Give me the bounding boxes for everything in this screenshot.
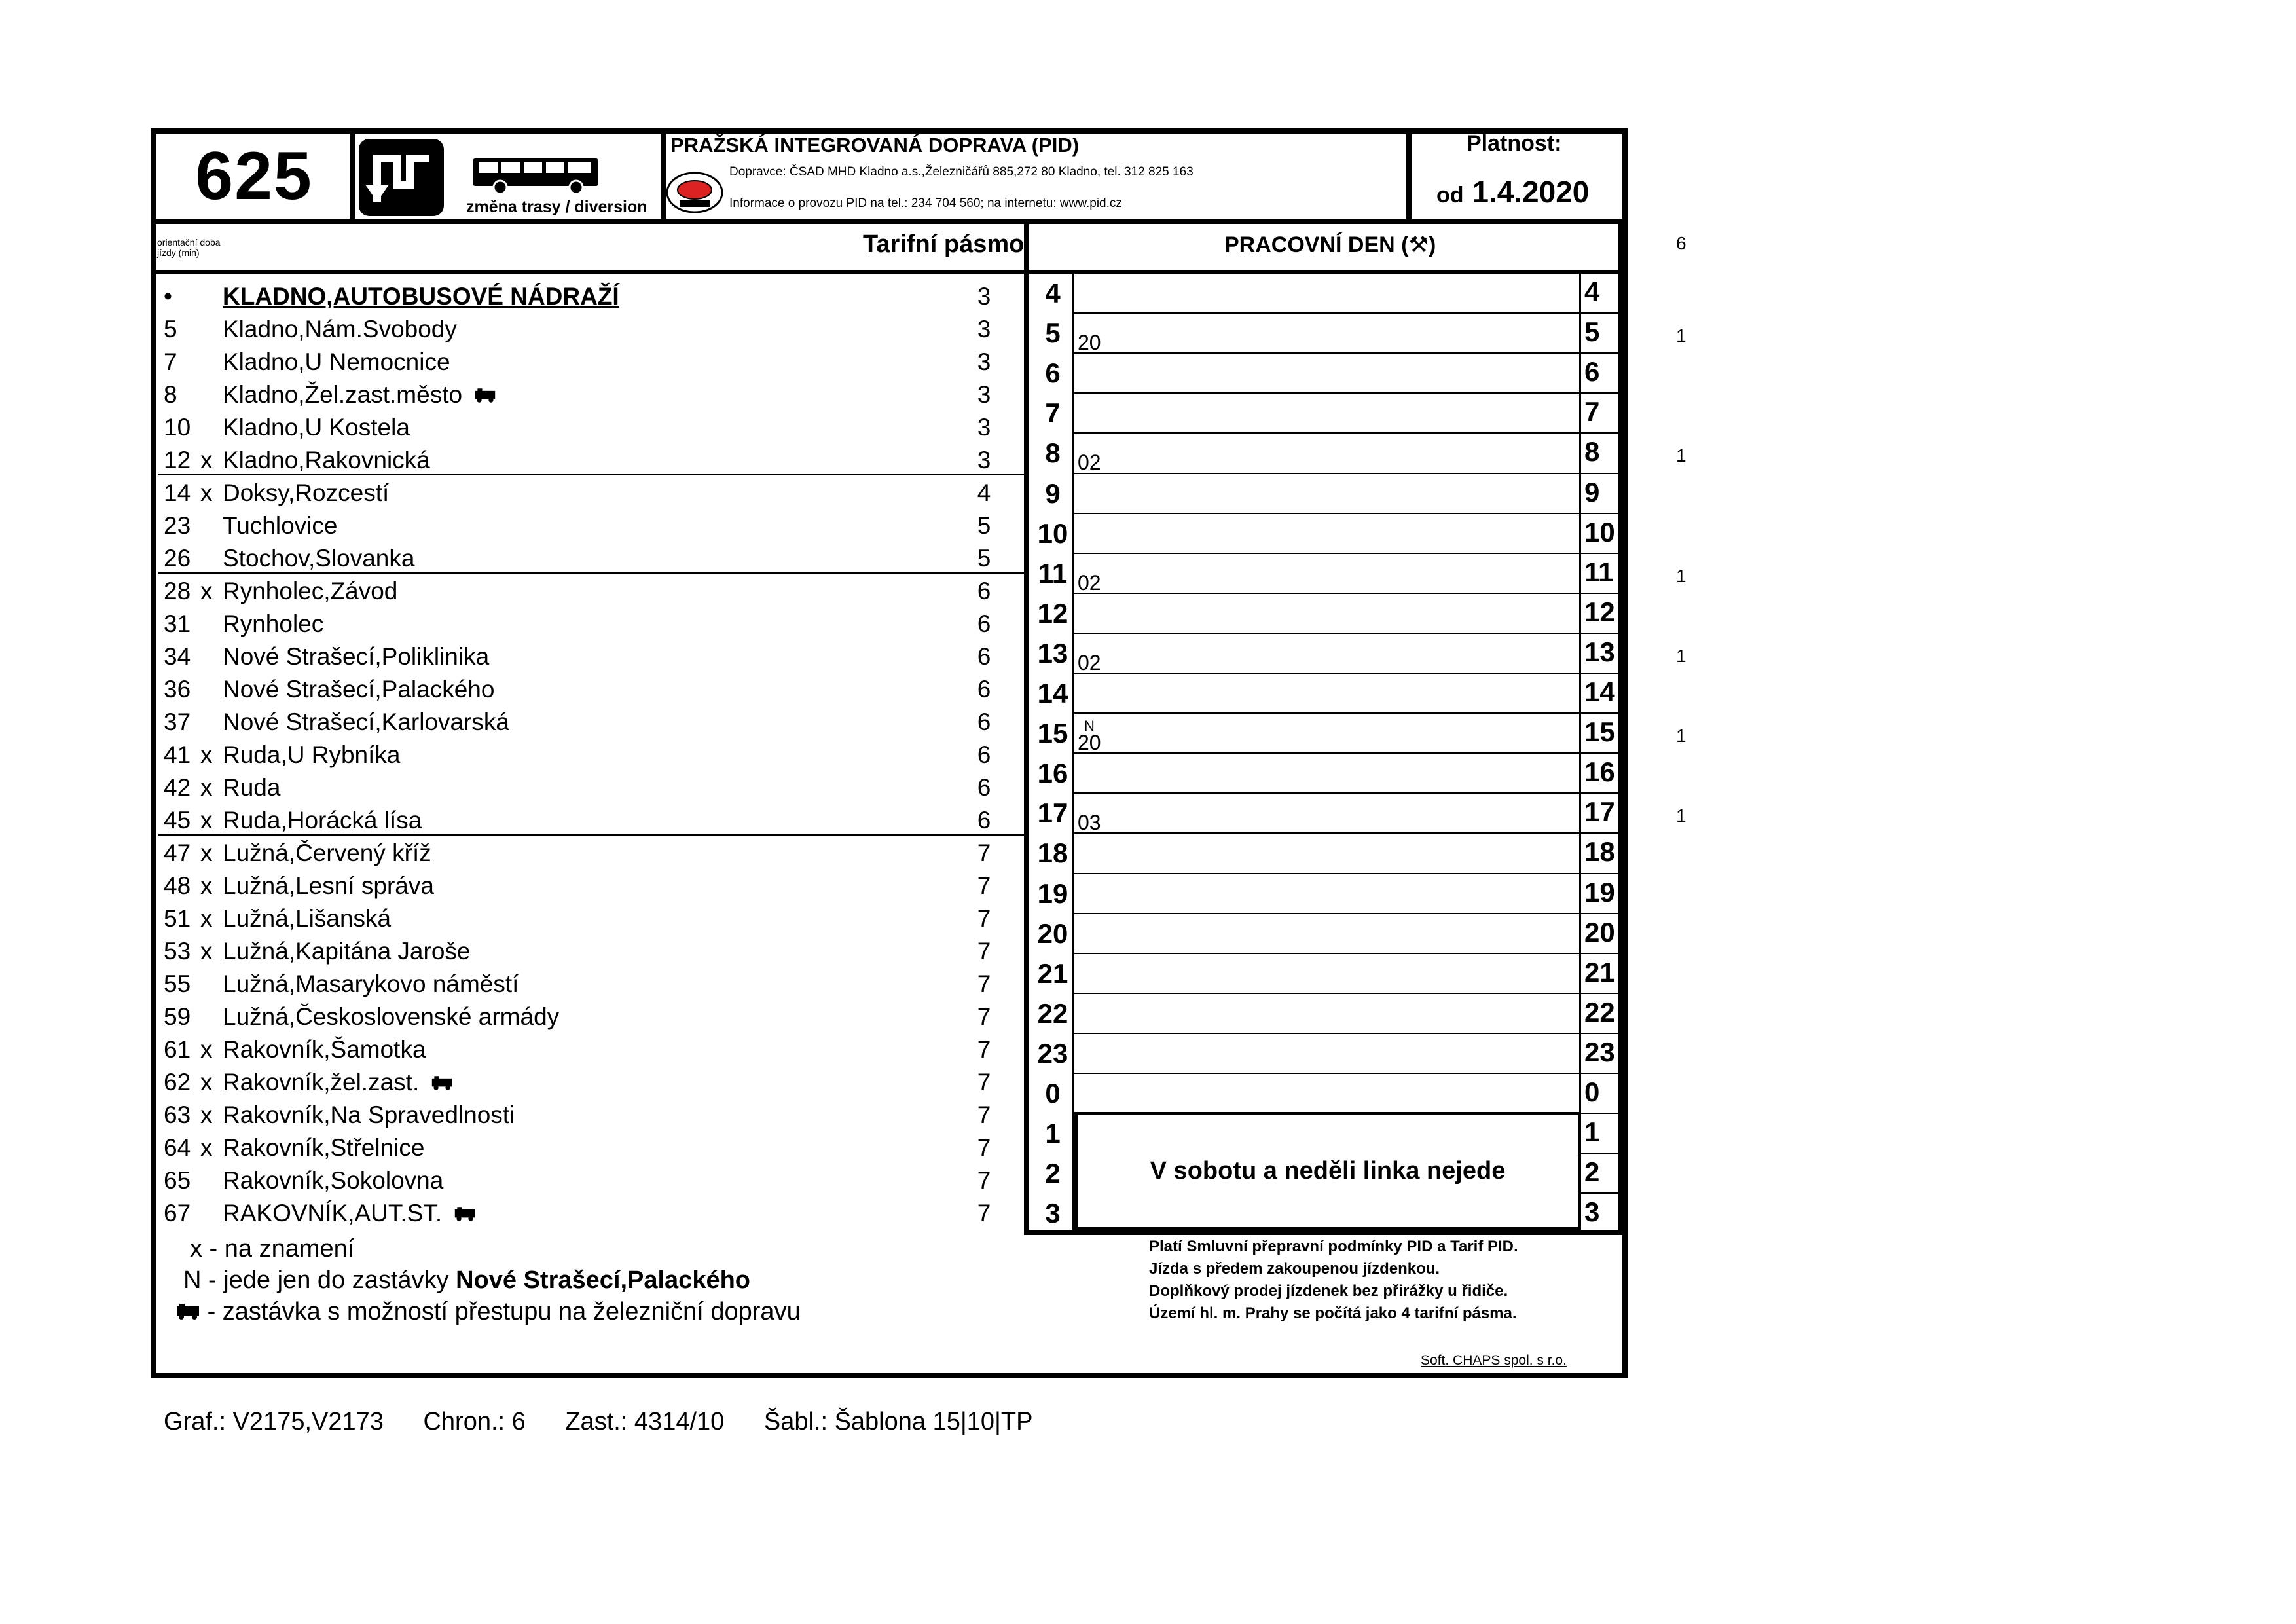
departure-minute: 02 — [1078, 451, 1101, 475]
footer-sabl: Šabl.: Šablona 15|10|TP — [763, 1408, 1033, 1435]
validity-date — [1436, 174, 1589, 210]
stop-travel-time: 14 — [164, 479, 191, 506]
departure-minute: 20 — [1078, 331, 1101, 355]
departure-note: N — [1084, 718, 1095, 735]
stop-request-flag: x — [200, 741, 213, 768]
legend-n-stop: Nové Strašecí,Palackého — [456, 1266, 751, 1294]
hour-label-right: 2 — [1584, 1156, 1600, 1188]
hour-label-right: 13 — [1584, 636, 1615, 667]
stop-name: Ruda,U Rybníka — [223, 741, 401, 768]
stop-travel-time: 61 — [164, 1036, 191, 1063]
hour-row-line — [1581, 873, 1620, 874]
hour-row-line — [1074, 432, 1579, 434]
stop-name: Kladno,U Kostela — [223, 414, 410, 441]
stop-zone: 5 — [977, 545, 991, 572]
stop-travel-time: 12 — [164, 447, 191, 473]
hour-row-line — [1074, 913, 1579, 914]
hour-row-line — [1074, 1033, 1579, 1034]
hour-label-right: 16 — [1584, 756, 1615, 788]
stop-request-flag: x — [200, 1101, 213, 1128]
hour-label-right: 23 — [1584, 1036, 1615, 1067]
hour-row-line — [1074, 832, 1579, 834]
stop-row — [158, 444, 1029, 477]
stop-zone: 7 — [977, 1200, 991, 1227]
hour-label-left: 12 — [1037, 597, 1068, 629]
stop-name: Lužná,Masarykovo náměstí — [223, 970, 519, 997]
hour-row-line — [1074, 633, 1579, 634]
hour-label-left: 2 — [1045, 1158, 1061, 1189]
hour-label-right: 15 — [1584, 716, 1615, 748]
stop-zone: 3 — [977, 381, 991, 408]
stop-row — [158, 1164, 1029, 1197]
stop-name: Kladno,Žel.zast.město — [223, 378, 496, 411]
hour-row-line — [1581, 792, 1620, 794]
stop-travel-time: 7 — [164, 348, 177, 375]
stop-name: Rakovník,Sokolovna — [223, 1167, 444, 1194]
hour-row-line — [1581, 953, 1620, 954]
stop-travel-time: 59 — [164, 1003, 191, 1030]
hour-row-line — [1581, 1113, 1620, 1114]
footer-zast: Zast.: 4314/10 — [565, 1408, 725, 1435]
stop-request-flag: x — [200, 807, 213, 834]
hour-label-right: 17 — [1584, 796, 1615, 828]
stop-zone: 6 — [977, 709, 991, 735]
hour-row-line — [1074, 392, 1579, 394]
departure-minute: 03 — [1078, 811, 1101, 835]
header-sep-1 — [350, 128, 355, 221]
hour-label-left: 22 — [1037, 997, 1068, 1029]
hour-label-left: 23 — [1037, 1037, 1068, 1069]
stop-zone: 7 — [977, 1167, 991, 1194]
hour-label-left: 7 — [1045, 397, 1061, 429]
stop-travel-time: 41 — [164, 741, 191, 768]
train-icon — [474, 381, 496, 408]
stop-name: RAKOVNÍK,AUT.ST. — [223, 1197, 476, 1230]
hour-row-line — [1581, 712, 1620, 714]
stop-name: Ruda — [223, 774, 281, 801]
hour-label-left: 19 — [1037, 877, 1068, 909]
legend-train-text: - zastávka s možností přestupu na železniční dopravu — [207, 1298, 801, 1325]
hour-label-left: 9 — [1045, 477, 1061, 509]
stop-name: Rakovník,žel.zast. — [223, 1066, 453, 1099]
hour-label-right: 11 — [1584, 556, 1614, 587]
stop-name: Rynholec — [223, 610, 324, 637]
hour-row-line — [1581, 553, 1620, 554]
hour-label-right: 12 — [1584, 596, 1615, 627]
hour-label-left: 0 — [1045, 1078, 1061, 1109]
condition-note: Jízda s předem zakoupenou jízdenkou. — [1149, 1260, 1440, 1278]
stop-row — [158, 411, 1029, 444]
stop-name: Rakovník,Střelnice — [223, 1134, 425, 1161]
hour-row-line — [1581, 1153, 1620, 1154]
hour-label-right: 1 — [1584, 1116, 1600, 1148]
margin-count: 1 — [1676, 325, 1686, 346]
hour-label-left: 17 — [1037, 798, 1068, 829]
stop-travel-time: 37 — [164, 709, 191, 735]
hour-row-line — [1581, 993, 1620, 994]
hour-label-left: 21 — [1037, 957, 1068, 989]
stop-name: Lužná,Československé armády — [223, 1003, 560, 1030]
hour-label-left: 10 — [1037, 517, 1068, 549]
validity-label: Platnost: — [1467, 131, 1562, 156]
hour-label-right: 14 — [1584, 676, 1615, 707]
margin-count: 1 — [1676, 645, 1686, 666]
stop-row — [158, 378, 1029, 411]
diversion-icon — [359, 139, 444, 216]
hour-label-left: 6 — [1045, 358, 1061, 389]
csad-logo — [665, 169, 724, 216]
departure-minute: 02 — [1078, 650, 1101, 674]
legend-n — [183, 1266, 750, 1295]
stop-zone: 3 — [977, 316, 991, 342]
stop-row — [158, 1033, 1029, 1066]
hour-label-left: 15 — [1037, 718, 1068, 749]
stop-request-flag: x — [200, 578, 213, 604]
stop-travel-time: 48 — [164, 872, 191, 899]
stop-name: Lužná,Kapitána Jaroše — [223, 938, 471, 965]
hour-row-line — [1581, 1232, 1620, 1234]
stop-row — [158, 313, 1029, 346]
stop-travel-time: 23 — [164, 512, 191, 539]
stop-name: Nové Strašecí,Karlovarská — [223, 709, 510, 735]
hour-row-line — [1074, 712, 1579, 714]
stop-travel-time: 63 — [164, 1101, 191, 1128]
hour-row-line — [1074, 593, 1579, 594]
hour-row-line — [1581, 432, 1620, 434]
stop-row — [158, 870, 1029, 902]
hour-label-right: 10 — [1584, 516, 1615, 547]
stop-name: Kladno,Rakovnická — [223, 447, 430, 473]
hour-row-line — [1074, 553, 1579, 554]
stop-travel-time: 10 — [164, 414, 191, 441]
stop-row — [158, 771, 1029, 804]
stop-travel-time: 28 — [164, 578, 191, 604]
stop-row — [158, 477, 1029, 509]
stop-zone: 6 — [977, 643, 991, 670]
hour-row-line — [1074, 873, 1579, 874]
stop-zone: 7 — [977, 1069, 991, 1096]
stop-travel-time: 42 — [164, 774, 191, 801]
stop-zone: 6 — [977, 774, 991, 801]
hour-label-right: 0 — [1584, 1077, 1600, 1107]
hour-label-left: 1 — [1045, 1118, 1061, 1149]
stop-travel-time: 26 — [164, 545, 191, 572]
stop-zone: 6 — [977, 807, 991, 834]
hour-row-line — [1581, 673, 1620, 674]
train-icon — [175, 1298, 200, 1325]
hour-label-left: 3 — [1045, 1198, 1061, 1229]
carrier-info: Dopravce: ČSAD MHD Kladno a.s.,Železničářů 885,272 80 Kladno, tel. 312 825 163 — [729, 165, 1194, 179]
stop-zone: 6 — [977, 741, 991, 768]
stop-row — [158, 1001, 1029, 1033]
stop-row — [158, 935, 1029, 968]
stop-row — [158, 706, 1029, 739]
stop-row — [158, 739, 1029, 771]
hour-row-line — [1074, 953, 1579, 954]
stop-zone: 7 — [977, 938, 991, 965]
hour-label-right: 19 — [1584, 876, 1615, 908]
stop-zone: 3 — [977, 414, 991, 441]
stop-name: Rakovník,Šamotka — [223, 1036, 426, 1063]
hour-label-left: 20 — [1037, 917, 1068, 949]
column-header-divider — [151, 270, 1628, 274]
hour-label-left: 16 — [1037, 758, 1068, 789]
hour-label-right: 22 — [1584, 996, 1615, 1027]
stop-zone: 4 — [977, 479, 991, 506]
condition-note: Území hl. m. Prahy se počítá jako 4 tarifní pásma. — [1149, 1304, 1517, 1322]
hour-label-right: 6 — [1584, 356, 1600, 388]
departure-minute: 02 — [1078, 570, 1101, 595]
stop-request-flag: x — [200, 905, 213, 932]
stop-travel-time: 36 — [164, 676, 191, 703]
hour-label-left: 13 — [1037, 637, 1068, 669]
pid-title: PRAŽSKÁ INTEGROVANÁ DOPRAVA (PID) — [670, 134, 1080, 157]
weekend-note: V sobotu a neděli linka nejede — [1074, 1112, 1581, 1230]
stop-row — [158, 902, 1029, 935]
hour-row-line — [1074, 993, 1579, 994]
diversion-label: změna trasy / diversion — [466, 198, 647, 216]
condition-note: Doplňkový prodej jízdenek bez přirážky u řidiče. — [1149, 1282, 1508, 1300]
hour-label-right: 4 — [1584, 276, 1600, 307]
hour-label-left: 5 — [1045, 318, 1061, 349]
hour-label-right: 8 — [1584, 436, 1600, 468]
hour-label-left: 8 — [1045, 437, 1061, 469]
stop-travel-time: 53 — [164, 938, 191, 965]
hour-row-line — [1581, 312, 1620, 314]
stop-request-flag: x — [200, 872, 213, 899]
stop-row — [158, 280, 1029, 313]
stop-name: Nové Strašecí,Poliklinika — [223, 643, 490, 670]
stop-zone: 6 — [977, 578, 991, 604]
stop-travel-time: 47 — [164, 840, 191, 866]
hour-row-line — [1074, 352, 1579, 354]
stop-name: Lužná,Lišanská — [223, 905, 392, 932]
stop-zone: 7 — [977, 1101, 991, 1128]
validity-prefix: od — [1436, 183, 1464, 208]
stop-row — [158, 837, 1029, 870]
zone-divider — [158, 834, 1024, 836]
stop-zone: 3 — [977, 447, 991, 473]
hour-label-left: 14 — [1037, 678, 1068, 709]
stop-request-flag: x — [200, 774, 213, 801]
stop-name: Lužná,Červený kříž — [223, 840, 431, 866]
stop-travel-time: 5 — [164, 316, 177, 342]
hour-row-line — [1074, 473, 1579, 474]
hour-row-line — [1581, 832, 1620, 834]
stop-request-flag: x — [200, 938, 213, 965]
hour-row-line — [1074, 673, 1579, 674]
legend-request-stop: x - na znamení — [190, 1235, 355, 1263]
stop-name: Lužná,Lesní správa — [223, 872, 434, 899]
hour-row-line — [1581, 1033, 1620, 1034]
footer — [164, 1408, 1065, 1436]
stop-zone: 7 — [977, 905, 991, 932]
stop-zone: 3 — [977, 348, 991, 375]
stop-travel-time: 65 — [164, 1167, 191, 1194]
stop-zone: 7 — [977, 1036, 991, 1063]
hour-label-right: 7 — [1584, 396, 1600, 428]
stop-name: Ruda,Horácká lísa — [223, 807, 422, 834]
stop-travel-time: 55 — [164, 970, 191, 997]
stop-travel-time: • — [164, 283, 172, 310]
stop-zone: 7 — [977, 1003, 991, 1030]
hour-row-line — [1581, 752, 1620, 754]
margin-count: 1 — [1676, 805, 1686, 826]
day-label: PRACOVNÍ DEN (⚒) — [1224, 232, 1436, 257]
stop-row — [158, 804, 1029, 837]
stop-travel-time: 67 — [164, 1200, 191, 1227]
hour-row-line — [1581, 473, 1620, 474]
hour-label-right: 5 — [1584, 316, 1600, 348]
margin-count: 6 — [1676, 233, 1686, 253]
stop-row — [158, 673, 1029, 706]
stop-name: Kladno,Nám.Svobody — [223, 316, 457, 342]
hour-row-line — [1581, 633, 1620, 634]
stop-travel-time: 34 — [164, 643, 191, 670]
train-icon — [431, 1069, 453, 1096]
stop-row — [158, 1197, 1029, 1230]
pid-info: Informace o provozu PID na tel.: 234 704 560; na internetu: www.pid.cz — [729, 196, 1122, 210]
stop-name: Doksy,Rozcestí — [223, 479, 390, 506]
stop-name: Stochov,Slovanka — [223, 545, 415, 572]
hour-row-line — [1581, 1192, 1620, 1194]
grid-hour-col-right — [1579, 274, 1581, 1113]
header-sep-3 — [1406, 128, 1412, 221]
travel-time-label: orientační doba jízdy (min) — [157, 237, 221, 258]
hour-row-line — [1074, 752, 1579, 754]
stop-name: Rynholec,Závod — [223, 578, 398, 604]
hour-row-line — [1074, 792, 1579, 794]
hour-label-right: 9 — [1584, 476, 1600, 507]
stop-zone: 6 — [977, 610, 991, 637]
stop-row — [158, 968, 1029, 1001]
stop-zone: 3 — [977, 283, 991, 310]
margin-count: 1 — [1676, 445, 1686, 466]
hour-row-line — [1074, 513, 1579, 514]
condition-note: Platí Smluvní přepravní podmínky PID a Tarif PID. — [1149, 1238, 1518, 1255]
stop-row — [158, 542, 1029, 575]
stop-row — [158, 509, 1029, 542]
footer-graf: Graf.: V2175,V2173 — [164, 1408, 384, 1435]
stop-travel-time: 64 — [164, 1134, 191, 1161]
stop-name: KLADNO,AUTOBUSOVÉ NÁDRAŽÍ — [223, 283, 619, 310]
train-icon — [454, 1200, 476, 1227]
margin-count: 1 — [1676, 565, 1686, 586]
stop-zone: 6 — [977, 676, 991, 703]
stop-zone: 7 — [977, 840, 991, 866]
bus-icon — [471, 155, 602, 196]
stop-name: Tuchlovice — [223, 512, 338, 539]
stop-zone: 5 — [977, 512, 991, 539]
hour-row-line — [1581, 1073, 1620, 1074]
hour-row-line — [1581, 392, 1620, 394]
stop-zone: 7 — [977, 872, 991, 899]
zone-label: Tarifní pásmo — [863, 231, 1025, 258]
stop-travel-time: 31 — [164, 610, 191, 637]
stop-row — [158, 608, 1029, 640]
hour-label-right: 20 — [1584, 916, 1615, 948]
hour-label-left: 18 — [1037, 838, 1068, 869]
hour-row-line — [1074, 1073, 1579, 1074]
margin-count: 1 — [1676, 726, 1686, 747]
hour-row-line — [1581, 513, 1620, 514]
hour-row-line — [1581, 913, 1620, 914]
stop-name: Rakovník,Na Spravedlnosti — [223, 1101, 515, 1128]
stop-request-flag: x — [200, 479, 213, 506]
stop-travel-time: 45 — [164, 807, 191, 834]
hour-label-right: 21 — [1584, 956, 1615, 987]
legend-n-prefix: N - jede jen do zastávky — [183, 1266, 449, 1294]
hour-row-line — [1581, 352, 1620, 354]
stop-row — [158, 1099, 1029, 1132]
departure-minute: 20 — [1078, 731, 1101, 755]
stop-row — [158, 640, 1029, 673]
footer-chron: Chron.: 6 — [423, 1408, 526, 1435]
hour-label-right: 3 — [1584, 1196, 1600, 1228]
stop-travel-time: 51 — [164, 905, 191, 932]
grid-bottom-border — [1024, 1230, 1628, 1235]
stop-row — [158, 1066, 1029, 1099]
stop-request-flag: x — [200, 1134, 213, 1161]
stop-zone: 7 — [977, 1134, 991, 1161]
zone-divider — [158, 572, 1024, 574]
stop-request-flag: x — [200, 840, 213, 866]
stop-request-flag: x — [200, 1036, 213, 1063]
stop-request-flag: x — [200, 1069, 213, 1096]
line-number: 625 — [195, 138, 313, 214]
stop-name: Nové Strašecí,Palackého — [223, 676, 495, 703]
validity-value: 1.4.2020 — [1472, 175, 1590, 209]
stop-name: Kladno,U Nemocnice — [223, 348, 450, 375]
zone-divider — [158, 474, 1024, 475]
stop-zone: 7 — [977, 970, 991, 997]
hour-label-left: 4 — [1045, 278, 1061, 308]
stop-travel-time: 62 — [164, 1069, 191, 1096]
stop-travel-time: 8 — [164, 381, 177, 408]
hour-label-left: 11 — [1038, 557, 1068, 589]
hour-row-line — [1581, 593, 1620, 594]
stop-request-flag: x — [200, 447, 213, 473]
stop-row — [158, 1132, 1029, 1164]
stop-row — [158, 346, 1029, 378]
hour-row-line — [1074, 312, 1579, 314]
hour-label-right: 18 — [1584, 836, 1615, 868]
stop-row — [158, 575, 1029, 608]
legend-train — [175, 1298, 801, 1326]
software-credit: Soft. CHAPS spol. s r.o. — [1421, 1353, 1567, 1368]
